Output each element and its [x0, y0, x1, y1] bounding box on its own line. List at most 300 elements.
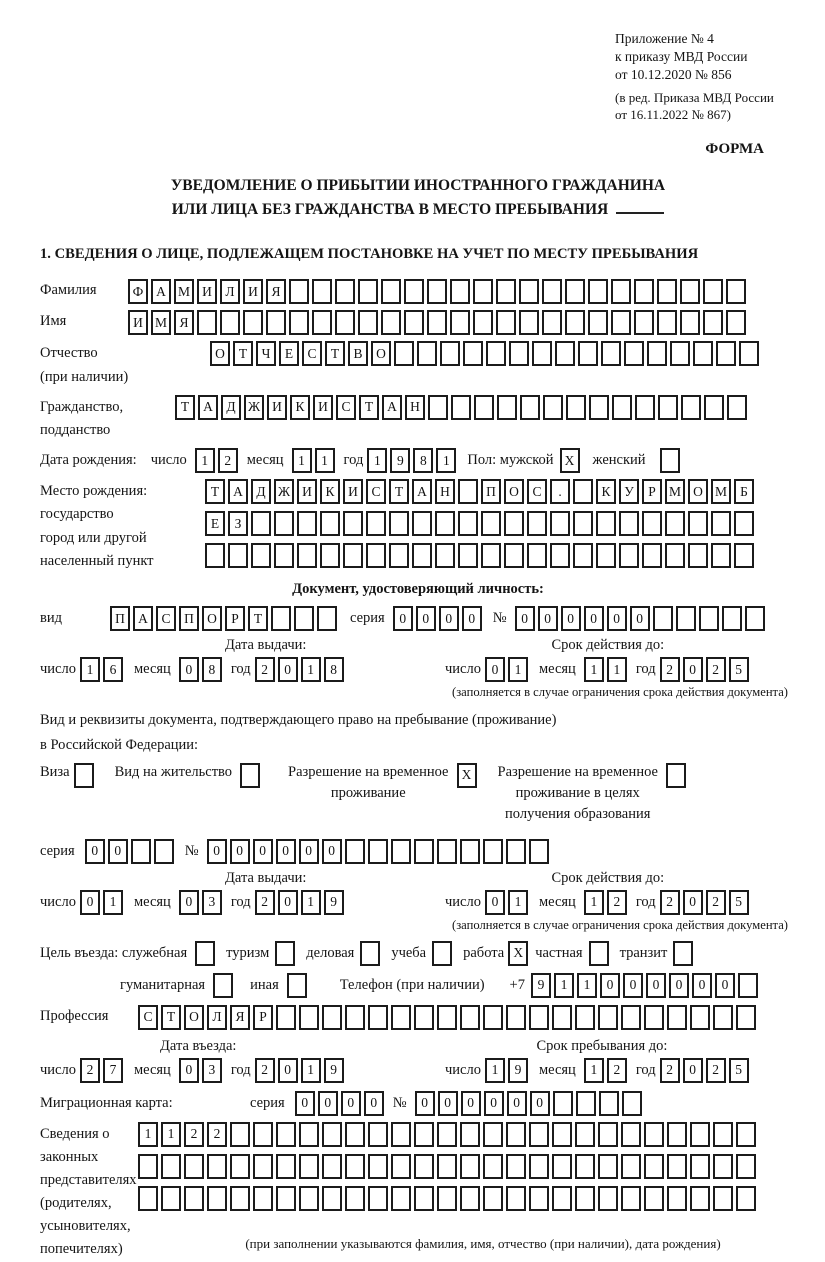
char-box [506, 1154, 526, 1179]
stay-until-date [445, 1058, 752, 1083]
char-box: П [179, 606, 199, 631]
amendment-line: (в ред. Приказа МВД России [615, 89, 774, 105]
stay-date-headings [40, 870, 796, 887]
char-box [335, 310, 355, 335]
option-temp-residence-line: Разрешение на временное [288, 763, 449, 780]
char-box [598, 1154, 618, 1179]
month-label: месяц [133, 893, 171, 910]
char-box: 0 [179, 890, 199, 915]
char-box [317, 606, 337, 631]
char-box: И [297, 479, 317, 504]
char-box: 1 [584, 890, 604, 915]
char-box: О [371, 341, 391, 366]
representatives-boxes [138, 1122, 759, 1218]
char-box: О [210, 341, 230, 366]
patronymic-label-line: Отчество [40, 345, 98, 362]
char-box: Ч [256, 341, 276, 366]
char-box: 1 [80, 657, 100, 682]
char-box [297, 511, 317, 536]
option-temp-residence-education-line: Разрешение на временное [497, 763, 658, 780]
char-box [276, 1154, 296, 1179]
char-box [727, 395, 747, 420]
entry-month [179, 1058, 225, 1083]
char-box [688, 511, 708, 536]
char-box: 1 [301, 890, 321, 915]
patronymic-label [40, 341, 210, 388]
char-box [496, 310, 516, 335]
char-box: 1 [103, 890, 123, 915]
char-box [195, 941, 215, 966]
char-box [589, 941, 609, 966]
purpose-row2 [120, 973, 796, 998]
entry-dates-row [40, 1058, 796, 1083]
char-box: Д [221, 395, 241, 420]
char-box [460, 1186, 480, 1211]
char-box [529, 1122, 549, 1147]
char-box [322, 1154, 342, 1179]
char-box [575, 1186, 595, 1211]
sex-female-checkbox [660, 448, 683, 473]
char-box: 2 [255, 657, 275, 682]
char-box [665, 511, 685, 536]
char-box [681, 395, 701, 420]
char-box: 9 [531, 973, 551, 998]
char-box [276, 1186, 296, 1211]
char-box [404, 310, 424, 335]
stay-limit-note: (заполняется в случае ограничения срока действия документа) [452, 917, 788, 932]
char-box [575, 1005, 595, 1030]
year-label: год [635, 661, 656, 678]
char-box: Н [435, 479, 455, 504]
char-box: 0 [683, 1058, 703, 1083]
char-box [576, 1091, 596, 1116]
char-box: Р [253, 1005, 273, 1030]
option-residence-permit-label: Вид на жительство [114, 763, 233, 780]
char-box [634, 279, 654, 304]
representatives-label-line: представителях [40, 1171, 137, 1188]
char-box [205, 543, 225, 568]
char-box [716, 341, 736, 366]
char-box: 0 [253, 839, 273, 864]
char-box: Е [205, 511, 225, 536]
char-box [427, 310, 447, 335]
char-box [745, 606, 765, 631]
char-box: 1 [577, 973, 597, 998]
char-box [667, 1154, 687, 1179]
char-box [653, 606, 673, 631]
char-box: П [481, 479, 501, 504]
char-box [690, 1186, 710, 1211]
char-box: 2 [706, 890, 726, 915]
char-box [704, 395, 724, 420]
entry-date-heading: Дата въезда: [160, 1037, 237, 1054]
name-label: Имя [40, 313, 67, 330]
identity-issue-month [179, 657, 225, 682]
char-box [598, 1005, 618, 1030]
birth-place-label [40, 479, 205, 573]
char-box [391, 1154, 411, 1179]
char-box: И [267, 395, 287, 420]
char-box [207, 1154, 227, 1179]
char-box [335, 279, 355, 304]
char-box: 0 [364, 1091, 384, 1116]
char-box [414, 1186, 434, 1211]
char-box [726, 310, 746, 335]
identity-expiry-year [660, 657, 752, 682]
char-box: . [550, 479, 570, 504]
char-box: 0 [485, 890, 505, 915]
purpose-private [535, 941, 611, 966]
char-box [713, 1154, 733, 1179]
char-box [550, 543, 570, 568]
char-box [450, 310, 470, 335]
char-box: 9 [508, 1058, 528, 1083]
char-box: М [151, 310, 171, 335]
representatives-label-line: Сведения о [40, 1125, 110, 1142]
identity-kind-label: вид [40, 610, 62, 627]
char-box [658, 395, 678, 420]
char-box [322, 1122, 342, 1147]
char-box: И [243, 279, 263, 304]
char-box [552, 1186, 572, 1211]
char-box [527, 511, 547, 536]
form-title-line2: ИЛИ ЛИЦА БЕЗ ГРАЖДАНСТВА В МЕСТО ПРЕБЫВАНИЯ [40, 198, 796, 222]
amendment-line: от 16.11.2022 № 867) [615, 106, 732, 122]
char-box: 0 [80, 890, 100, 915]
char-box: 3 [202, 890, 222, 915]
birth-place-row1 [205, 479, 757, 504]
stay-expiry-date [445, 890, 752, 915]
char-box [460, 1154, 480, 1179]
char-box: М [711, 479, 731, 504]
year-label: год [230, 661, 251, 678]
purpose-humanitarian-label: гуманитарная [120, 976, 206, 993]
char-box [299, 1186, 319, 1211]
char-box: 0 [600, 973, 620, 998]
char-box: 0 [393, 606, 413, 631]
char-box [345, 839, 365, 864]
char-box: У [619, 479, 639, 504]
option-temp-residence-education [498, 762, 689, 825]
citizenship-label [40, 395, 175, 442]
day-label: число [445, 661, 481, 678]
char-box [289, 310, 309, 335]
char-box: О [202, 606, 222, 631]
char-box: 0 [683, 657, 703, 682]
char-box [660, 448, 680, 473]
char-box [253, 1122, 273, 1147]
char-box [184, 1186, 204, 1211]
birth-day-boxes [195, 448, 241, 473]
citizenship-row [40, 395, 796, 442]
char-box [473, 279, 493, 304]
char-box: Т [175, 395, 195, 420]
identity-document-heading: Документ, удостоверяющий личность: [292, 581, 544, 598]
char-box [213, 973, 233, 998]
identity-issue-heading: Дата выдачи: [225, 637, 307, 654]
identity-number-label: № [492, 610, 507, 627]
char-box [726, 279, 746, 304]
char-box: 1 [161, 1122, 181, 1147]
char-box [481, 543, 501, 568]
char-box: 0 [485, 657, 505, 682]
month-label: месяц [538, 661, 576, 678]
char-box: С [138, 1005, 158, 1030]
char-box [463, 341, 483, 366]
char-box: 0 [538, 606, 558, 631]
char-box [711, 543, 731, 568]
month-label: месяц [246, 452, 284, 469]
purpose-official-checkbox [195, 941, 218, 966]
char-box [644, 1154, 664, 1179]
purpose-study-label: учеба [391, 944, 427, 961]
char-box [437, 839, 457, 864]
char-box [596, 543, 616, 568]
char-box [240, 763, 260, 788]
char-box: Ф [128, 279, 148, 304]
purpose-study [391, 941, 455, 966]
representatives-label-line: попечителях) [40, 1241, 123, 1258]
char-box [253, 1186, 273, 1211]
stay-expiry-month [584, 890, 630, 915]
char-box [184, 1154, 204, 1179]
char-box: О [504, 479, 524, 504]
stay-until-month [584, 1058, 630, 1083]
purpose-other-checkbox [287, 973, 310, 998]
option-visa-label: Виза [40, 763, 70, 780]
char-box: X [508, 941, 528, 966]
char-box: А [228, 479, 248, 504]
char-box [676, 606, 696, 631]
representatives-note: (при заполнении указываются фамилия, имя, отчество (при наличии), дата рождения) [245, 1235, 721, 1251]
sex-male-label: Пол: мужской [467, 452, 554, 469]
char-box [519, 310, 539, 335]
char-box: 8 [413, 448, 433, 473]
char-box [289, 279, 309, 304]
char-box [657, 310, 677, 335]
char-box [391, 1005, 411, 1030]
char-box: 0 [561, 606, 581, 631]
citizenship-label-line: Гражданство, [40, 398, 124, 415]
char-box [573, 479, 593, 504]
char-box [458, 511, 478, 536]
char-box: Л [207, 1005, 227, 1030]
char-box [555, 341, 575, 366]
identity-series-boxes [393, 606, 485, 631]
char-box: Т [205, 479, 225, 504]
char-box: 0 [515, 606, 535, 631]
char-box [299, 1005, 319, 1030]
char-box [414, 1122, 434, 1147]
char-box: А [133, 606, 153, 631]
char-box [621, 1122, 641, 1147]
char-box [622, 1091, 642, 1116]
char-box [389, 511, 409, 536]
birth-place-boxes [205, 479, 757, 575]
char-box [699, 606, 719, 631]
char-box [381, 279, 401, 304]
identity-dates-row [40, 657, 796, 682]
char-box [504, 511, 524, 536]
char-box [550, 511, 570, 536]
entry-date [40, 1058, 445, 1083]
char-box [621, 1186, 641, 1211]
char-box: К [320, 479, 340, 504]
month-label: месяц [538, 893, 576, 910]
char-box: Л [220, 279, 240, 304]
char-box [483, 1154, 503, 1179]
form-title-line1: УВЕДОМЛЕНИЕ О ПРИБЫТИИ ИНОСТРАННОГО ГРАЖДАНИНА [170, 177, 666, 195]
migration-card-row [40, 1091, 796, 1116]
birth-year-boxes [367, 448, 459, 473]
char-box: Т [389, 479, 409, 504]
char-box [552, 1154, 572, 1179]
char-box: А [412, 479, 432, 504]
char-box: 2 [255, 1058, 275, 1083]
char-box: 0 [179, 1058, 199, 1083]
char-box [451, 395, 471, 420]
char-box [611, 279, 631, 304]
char-box [483, 1005, 503, 1030]
char-box [575, 1154, 595, 1179]
char-box [647, 341, 667, 366]
char-box [506, 1122, 526, 1147]
purpose-study-checkbox [432, 941, 455, 966]
name-boxes [128, 310, 749, 335]
char-box: 2 [660, 890, 680, 915]
entry-day [80, 1058, 126, 1083]
amendment-reference [615, 90, 825, 124]
identity-expiry-heading: Срок действия до: [551, 637, 665, 654]
char-box [667, 1122, 687, 1147]
char-box [428, 395, 448, 420]
char-box [739, 341, 759, 366]
form-marker: ФОРМА [705, 141, 764, 158]
char-box: Д [251, 479, 271, 504]
option-temp-residence-education-line: проживание в целях [515, 784, 640, 801]
form-title [40, 174, 796, 222]
patronymic-boxes [210, 341, 762, 366]
char-box [621, 1005, 641, 1030]
year-label: год [635, 1061, 656, 1078]
option-temp-residence-line: проживание [330, 784, 406, 801]
char-box [435, 543, 455, 568]
char-box: 0 [630, 606, 650, 631]
char-box [713, 1005, 733, 1030]
profession-label: Профессия [40, 1007, 109, 1024]
char-box [131, 839, 151, 864]
section1-heading: 1. СВЕДЕНИЯ О ЛИЦЕ, ПОДЛЕЖАЩЕМ ПОСТАНОВКЕ НА УЧЕТ ПО МЕСТУ ПРЕБЫВАНИЯ [40, 246, 699, 263]
identity-kind-row [40, 606, 796, 631]
char-box [368, 1186, 388, 1211]
purpose-tourism [226, 941, 298, 966]
char-box [673, 941, 693, 966]
char-box [670, 341, 690, 366]
char-box: 9 [390, 448, 410, 473]
purpose-work-label: работа [463, 944, 505, 961]
char-box: 0 [607, 606, 627, 631]
char-box [207, 1186, 227, 1211]
birth-place-row [40, 479, 796, 575]
char-box: 2 [80, 1058, 100, 1083]
stay-series-label: серия [40, 842, 75, 859]
stay-intro-line2: в Российской Федерации: [40, 736, 199, 753]
char-box: 0 [322, 839, 342, 864]
char-box [635, 395, 655, 420]
char-box: Р [225, 606, 245, 631]
identity-date-headings [40, 637, 796, 654]
char-box [644, 1005, 664, 1030]
char-box [713, 1186, 733, 1211]
char-box [460, 1005, 480, 1030]
char-box [161, 1154, 181, 1179]
char-box [251, 543, 271, 568]
option-temp-residence [288, 762, 479, 804]
char-box [667, 1186, 687, 1211]
char-box [391, 1186, 411, 1211]
char-box: 1 [436, 448, 456, 473]
day-label: число [150, 452, 187, 469]
char-box [612, 395, 632, 420]
char-box: 1 [607, 657, 627, 682]
char-box [619, 543, 639, 568]
identity-limit-note: (заполняется в случае ограничения срока действия документа) [452, 685, 788, 700]
char-box: М [665, 479, 685, 504]
year-label: год [230, 893, 251, 910]
month-label: месяц [133, 661, 171, 678]
char-box: 0 [207, 839, 227, 864]
identity-expiry-month [584, 657, 630, 682]
char-box: Т [325, 341, 345, 366]
char-box [274, 543, 294, 568]
char-box [738, 973, 758, 998]
char-box [366, 543, 386, 568]
char-box [320, 511, 340, 536]
char-box: О [688, 479, 708, 504]
char-box: 0 [179, 657, 199, 682]
option-visa [40, 762, 97, 788]
char-box: С [302, 341, 322, 366]
phone-label: Телефон (при наличии) [339, 976, 485, 993]
char-box: С [336, 395, 356, 420]
char-box [368, 1154, 388, 1179]
surname-row [40, 279, 796, 304]
char-box [368, 1005, 388, 1030]
birth-place-row2 [205, 511, 757, 536]
profession-boxes [138, 1005, 759, 1030]
stay-until-year [660, 1058, 752, 1083]
char-box: 0 [646, 973, 666, 998]
char-box [690, 1154, 710, 1179]
char-box [529, 1186, 549, 1211]
char-box: 0 [438, 1091, 458, 1116]
char-box [197, 310, 217, 335]
birth-place-label-line: государство [40, 506, 114, 523]
representatives-row3 [138, 1186, 759, 1211]
char-box [642, 511, 662, 536]
char-box: Е [279, 341, 299, 366]
char-box [458, 543, 478, 568]
char-box: 2 [607, 1058, 627, 1083]
char-box: Т [359, 395, 379, 420]
char-box [412, 543, 432, 568]
char-box [542, 279, 562, 304]
char-box [299, 1122, 319, 1147]
char-box [504, 543, 524, 568]
appendix-line: к приказу МВД России [615, 49, 748, 65]
char-box [690, 1005, 710, 1030]
char-box [573, 511, 593, 536]
